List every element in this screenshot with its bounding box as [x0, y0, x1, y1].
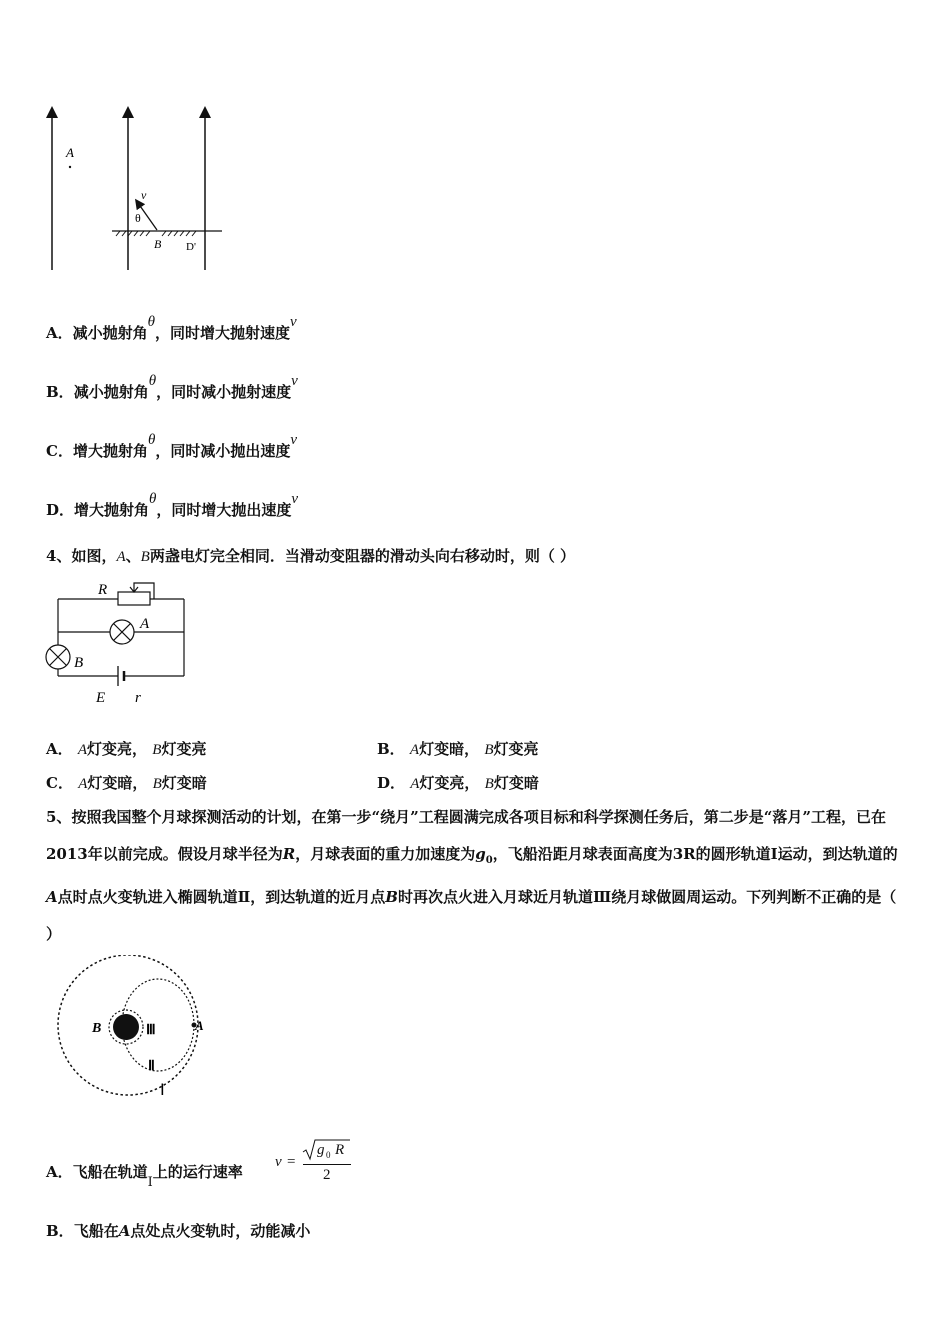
label-lamp-A: A [140, 616, 150, 632]
orbit-label-I: Ⅰ [160, 1082, 165, 1099]
label-r: r [135, 690, 141, 706]
q3-option-b: B．减小抛射角θ，同时减小抛射速度v [46, 373, 298, 401]
formula-g-sub: 0 [326, 1150, 331, 1160]
label-E: E [96, 690, 106, 706]
projectile-figure [40, 100, 240, 280]
formula-g: g [317, 1142, 325, 1158]
q3-option-a: A．减小抛射角θ，同时增大抛射速度v [46, 314, 297, 342]
label-lamp-B: B [74, 655, 84, 671]
formula-den: 2 [323, 1167, 331, 1183]
formula-eq: = [287, 1154, 296, 1170]
q4-option-a: A． A灯变亮， B灯变亮 [46, 740, 207, 758]
q4-option-b: B． A灯变暗， B灯变亮 [377, 740, 539, 758]
q5-option-a: A．飞船在轨道Ⅰ上的运行速率 [46, 1163, 243, 1190]
formula-R: R [335, 1142, 345, 1158]
velocity-formula [275, 1136, 355, 1190]
orbit-label-III: Ⅲ [146, 1023, 156, 1038]
formula-v: v [275, 1154, 282, 1170]
orbit-label-B: B [92, 1021, 102, 1036]
q3-option-c: C．增大抛射角θ，同时减小抛出速度v [46, 432, 298, 460]
velocity-arrow [138, 203, 157, 230]
q5-option-b: B．飞船在A点处点火变轨时，动能减小 [46, 1222, 311, 1240]
orbit-label-A: A [195, 1018, 204, 1033]
label-v: v [141, 188, 147, 202]
rheostat-slider [134, 583, 154, 599]
label-theta: θ [135, 211, 141, 225]
point-A [69, 166, 71, 168]
orbit-figure [48, 955, 218, 1100]
q4-option-c: C． A灯变暗， B灯变暗 [46, 774, 207, 792]
label-R: R [98, 582, 108, 598]
orbit-label-II: Ⅱ [148, 1059, 155, 1074]
fraction-bar [303, 1164, 351, 1165]
circuit-figure [40, 575, 200, 710]
label-D: D' [186, 241, 196, 253]
label-A: A [66, 145, 74, 160]
rheostat [118, 592, 150, 605]
q3-option-d: D．增大抛射角θ，同时增大抛出速度v [46, 491, 299, 519]
q4-stem: 4、如图，A、B两盏电灯完全相同．当滑动变阻器的滑动头向右移动时，则（ ） [46, 547, 576, 565]
q5-stem: 5、按照我国整个月球探测活动的计划，在第一步“绕月”工程圆满完成各项目标和科学探测任务后，第二步是“落月”工程，已在2013年以前完成。假设月球半径为R，月球表面的重力加速度为$g_0$，飞船沿距月球表面高度为3R的圆形轨道Ⅰ运动，到达轨道的A点时点火变轨进入椭圆轨道Ⅱ，到达轨道的近月点B时再次点火进入月球近月轨道Ⅲ绕月球做圆周运动。下列判断不正确的是（ ） [46, 808, 898, 943]
moon [113, 1014, 139, 1040]
label-B: B [154, 237, 162, 251]
q4-option-d: D． A灯变亮， B灯变暗 [377, 774, 539, 792]
